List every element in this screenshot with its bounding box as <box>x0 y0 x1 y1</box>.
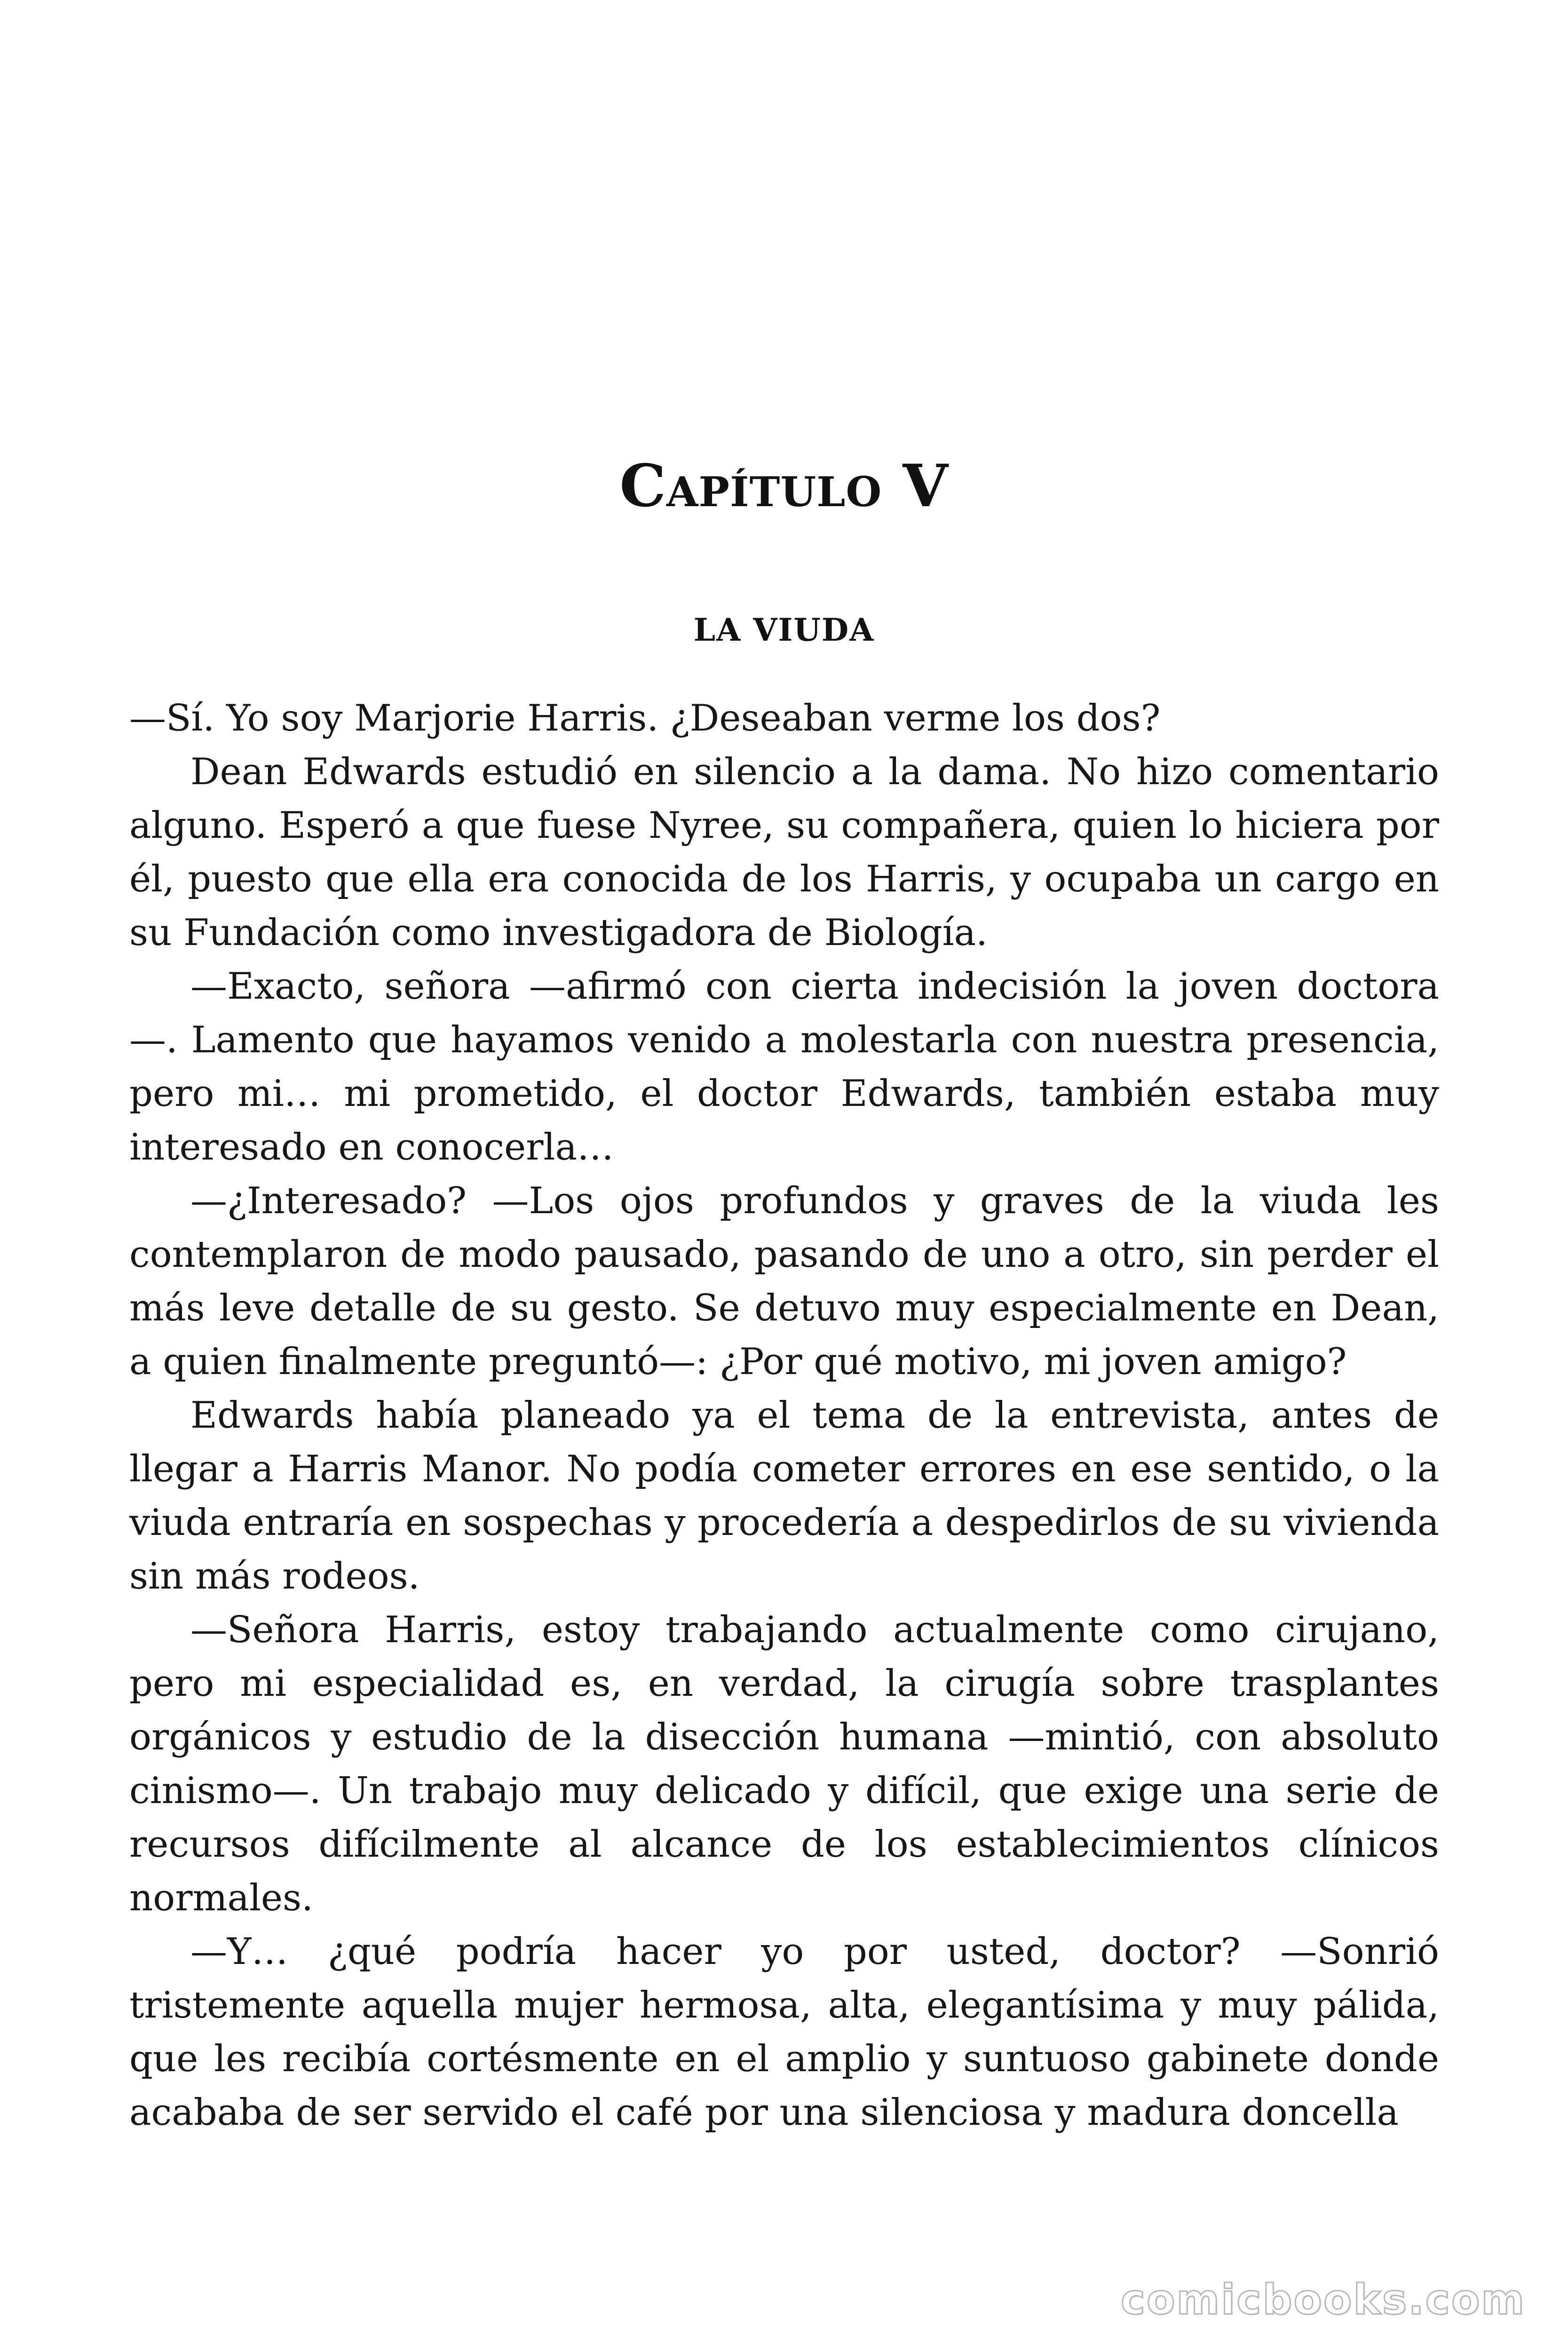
chapter-subtitle: LA VIUDA <box>693 612 875 648</box>
paragraph: —Exacto, señora —afirmó con cierta indecisión la joven doctora —. Lamento que hayamos venido a molestarla con nuestra presencia, pero mi… mi prometido, el doctor Edwards, también estaba muy interesado en conocerla… <box>129 965 1439 1168</box>
paragraph: Edwards había planeado ya el tema de la entrevista, antes de llegar a Harris Manor. No podía cometer errores en ese sentido, o la viuda entraría en sospechas y procedería a despedirlos de su vivienda sin más rodeos. <box>129 1394 1439 1597</box>
chapter-body <box>129 691 1439 2139</box>
site-watermark: comicbooks.com <box>1120 2275 1526 2324</box>
paragraph: —Sí. Yo soy Marjorie Harris. ¿Deseaban verme los dos? <box>129 697 1161 739</box>
paragraph: —¿Interesado? —Los ojos profundos y graves de la viuda les contemplaron de modo pausado, pasando de uno a otro, sin perder el más leve detalle de su gesto. Se detuvo muy especialmente en Dean, a quien finalmente preguntó—: ¿Por qué motivo, mi joven amigo? <box>129 1180 1439 1383</box>
chapter-title: Capítulo V <box>619 452 949 520</box>
paragraph: —Señora Harris, estoy trabajando actualmente como cirujano, pero mi especialidad es, en verdad, la cirugía sobre trasplantes orgánicos y estudio de la disección humana —mintió, con absoluto cinismo—. Un trabajo muy delicado y difícil, que exige una serie de recursos difícilmente al alcance de los establecimientos clínicos normales. <box>129 1609 1439 1919</box>
paragraph: Dean Edwards estudió en silencio a la dama. No hizo comentario alguno. Esperó a que fuese Nyree, su compañera, quien lo hiciera por él, puesto que ella era conocida de los Harris, y ocupaba un cargo en su Fundación como investigadora de Biología. <box>129 751 1439 954</box>
paragraph: —Y… ¿qué podría hacer yo por usted, doctor? —Sonrió tristemente aquella mujer hermosa, alta, elegantísima y muy pálida, que les recibía cortésmente en el amplio y suntuoso gabinete donde acababa de ser servido el café por una silenciosa y madura doncella <box>129 1931 1439 2134</box>
